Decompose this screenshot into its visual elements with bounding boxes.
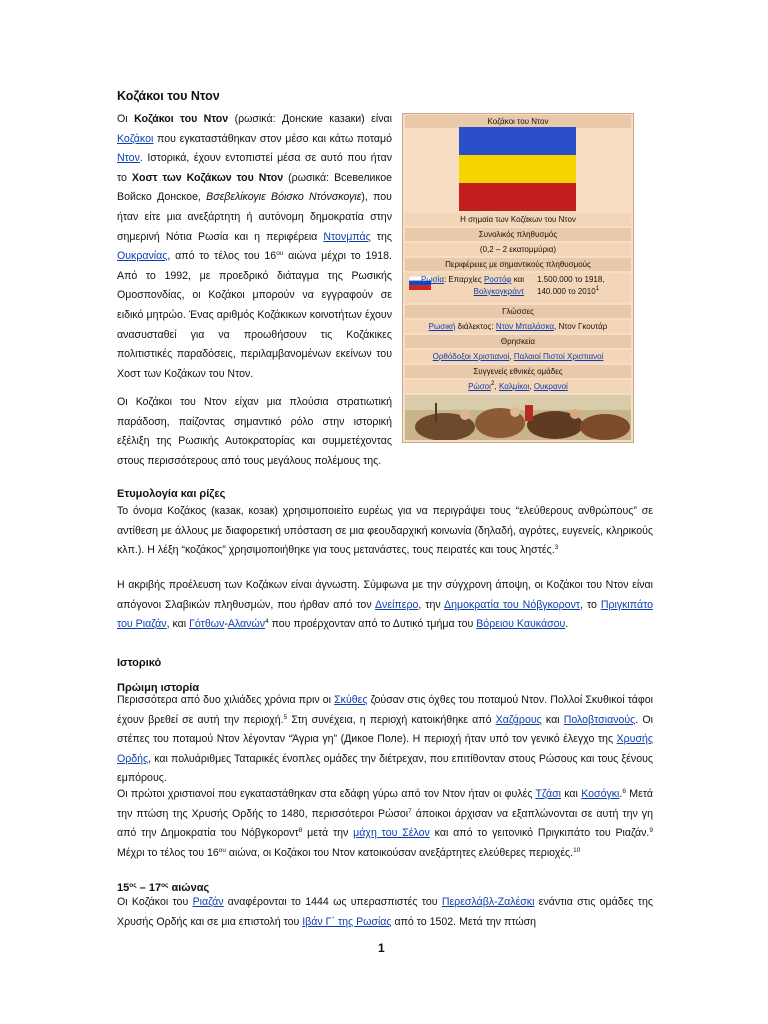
don-cossack-flag (459, 127, 576, 211)
text-run: Βσεβελίκογιε Βόισκο Ντόνσκογιε (206, 191, 362, 204)
early-history-paragraph-2 (117, 785, 653, 863)
inline-link[interactable]: Ντονμπάς (323, 230, 371, 243)
text-run: άποικοι άρχισαν να εξαπλώνονται σε αυτή την γη από την Δημοκρατία του Νόβγκοροντ (117, 807, 653, 840)
superscript: ου (276, 250, 284, 258)
inline-link[interactable]: Καλμίκοι (498, 382, 530, 391)
text-run: ), που ήταν είτε μια ανεξάρτητη ή αυτόνομη δημοκρατία στην σημερινή Νότια Ρωσία και η περιφέρεια (117, 191, 392, 243)
superscript: 9 (649, 827, 653, 835)
inline-link[interactable]: Βολγκογκράντ (473, 287, 524, 296)
superscript: ος (161, 882, 169, 889)
text-run: της (370, 230, 392, 243)
inline-link[interactable]: Δημοκρατία του Νόβγκοροντ (444, 598, 581, 611)
inline-link[interactable]: Ορθόδοξοι Χριστιανοί (432, 352, 510, 361)
text-run: αναφέρονται το 1444 ως υπερασπιστές του (223, 896, 442, 908)
text-run: . (565, 618, 569, 631)
text-run: Περισσότερα από δυο χιλιάδες χρόνια πριν οι (117, 694, 335, 706)
text-run: και (541, 713, 564, 726)
text-run: και (511, 275, 524, 284)
regions-row (405, 273, 631, 303)
etymology-heading: Ετυμολογία και ρίζες (117, 488, 226, 500)
text-run: και (560, 788, 582, 800)
page-title: Κοζάκοι του Ντον (117, 89, 220, 103)
text-run: - (224, 618, 228, 631)
inline-link[interactable]: Παλαιοί Πιστοί Χριστιανοί (513, 352, 604, 361)
inline-link[interactable]: Σκύθες (334, 694, 368, 706)
population-value: (0,2 – 2 εκατομμύρια) (405, 243, 631, 256)
inline-link[interactable]: Ιβάν Γ΄ της Ρωσίας (302, 915, 392, 928)
inline-link[interactable]: Πριγκιπάτο του Ριαζάν (117, 598, 653, 631)
superscript: 6 (622, 788, 626, 795)
intro-paragraph-2 (117, 393, 392, 471)
inline-link[interactable]: Κοζάκοι (117, 132, 154, 145)
inline-link[interactable]: Βόρειου Καυκάσου (476, 618, 566, 631)
text-run: αιώνας (168, 882, 210, 894)
text-run: από το 1502. Μετά την πτώση (391, 915, 537, 928)
text-run: και από το γειτονικό Πριγκιπάτο του Ριαζάν. (429, 827, 650, 840)
inline-link[interactable]: Γότθων (189, 618, 225, 631)
region-right-1: 1.500.000 το 1918, (537, 275, 605, 284)
text-run: αιώνα μέχρι το 1918. Από το 1992, με προεδρικό διάταγμα της Ρωσικής Ομοσπονδίας, οι Κοζάκοι μπορούν να εγγραφούν σε ειδικό μητρώο. Ένας αριθμός Κοζάκικων κοινοτήτων έχουν ανασυσταθεί για να προωθήσουν τις Κοζάκικες πολιτιστικές παραδόσεις, περιλαμβανομένων εκείνων του Χοστ των Κοζάκων του Ντον. (117, 250, 392, 380)
superscript: 5 (283, 713, 288, 721)
text-run: ζούσαν στις όχθες του ποταμού Ντον. Πολλοί Σκυθικοί τάφοι έχουν βρεθεί σε αυτή την περιοχή. (117, 694, 653, 726)
text-run: , (509, 352, 514, 361)
text-run: , και πολυάριθμες Ταταρικές ένοπλες ομάδες την διέτρεχαν, που επιτίθονταν στους Ρώσους και τους ξένους εμπόρους. (117, 752, 653, 785)
inline-link[interactable]: Χρυσής Ορδής (117, 733, 653, 765)
early-history-heading: Πρώιμη ιστορία (117, 682, 200, 694)
inline-link[interactable]: Ουκρανοί (533, 382, 568, 391)
text-run: που εγκαταστάθηκαν στον μέσο και κάτω ποταμό (153, 132, 392, 145)
inline-link[interactable]: Πολοβτσιανούς (563, 713, 636, 726)
text-run: Οι (117, 113, 135, 125)
text-run: 15 (117, 882, 130, 894)
superscript: ου (218, 846, 226, 854)
inline-link[interactable]: Χαζάρους (495, 713, 542, 726)
languages-value (405, 320, 631, 333)
region-right (537, 274, 632, 298)
text-run: Η ακριβής προέλευση των Κοζάκων είναι άγνωστη. Σύμφωνα με την σύγχρονη άποψη, οι Κοζάκοι του Ντον είναι απόγονοι Σλαβικών πληθυσμών, που ήρθαν από τον (117, 579, 653, 611)
inline-link[interactable]: Αλανών (227, 618, 266, 631)
inline-link[interactable]: Ντον Μπαλάσκα (495, 322, 555, 331)
inline-link[interactable]: Ρωσική (428, 322, 456, 331)
region-left (411, 274, 524, 298)
text-run: Χοστ των Κοζάκων του Ντον (131, 171, 284, 184)
text-run: , και (166, 618, 190, 631)
text-run: Κοζάκοι του Ντον (134, 113, 229, 125)
superscript: ος (129, 882, 137, 889)
text-run: (ρωσικά: Всевеликое Войско Донское, (117, 171, 393, 204)
superscript: 4 (265, 618, 269, 626)
region-right-2 (537, 286, 632, 298)
etymology-paragraph-2 (117, 576, 653, 635)
text-run: , Ντον Γκουτάρ (554, 322, 608, 331)
inline-link[interactable]: Ντον (117, 152, 140, 165)
religion-header: Θρησκεία (405, 335, 631, 348)
text-run: 140.000 το 2010 (537, 287, 596, 296)
languages-header: Γλώσσες (405, 305, 631, 318)
inline-link[interactable]: Κοσόγκι (581, 788, 620, 800)
text-run: , (529, 382, 534, 391)
inline-link[interactable]: Ρωσία (421, 275, 444, 284)
text-run: . (619, 788, 623, 800)
superscript: 2 (490, 380, 495, 387)
text-run: – 17 (136, 882, 162, 894)
text-run: αιώνα, οι Κοζάκοι του Ντον κατοικούσαν ανεξάρτητες ελεύθερες περιοχές. (225, 846, 574, 859)
inline-link[interactable]: μάχη του Σέλον (353, 827, 430, 840)
superscript: 8 (298, 827, 303, 835)
inline-link[interactable]: Περεσλάβλ-Ζαλέσκι (441, 896, 535, 908)
text-run: . Ιστορικά, έχουν εντοπιστεί μέσα σε αυτό που ήταν το (117, 152, 392, 184)
inline-link[interactable]: Τζάσι (535, 788, 561, 800)
inline-link[interactable]: Δνείπερο (374, 598, 419, 611)
text-run: , την (418, 598, 444, 611)
text-run: (ρωσικά: Донские казаки) είναι (228, 113, 393, 125)
history-heading: Ιστορικό (117, 657, 162, 669)
text-run: που προέρχονταν από το Δυτικό τμήμα του (268, 618, 477, 631)
early-history-paragraph-1 (117, 691, 653, 789)
flag-stripe-red (459, 183, 576, 211)
text-run: μετά την (302, 827, 354, 840)
flag-caption: Η σημαία των Κοζάκων του Ντον (405, 213, 631, 226)
century-paragraph-1 (117, 893, 653, 932)
infobox-title: Κοζάκοι του Ντον (405, 115, 631, 128)
superscript: 10 (573, 846, 581, 854)
superscript: 3 (554, 544, 559, 552)
religion-value (405, 350, 631, 363)
etymology-paragraph-1 (117, 502, 653, 561)
text-run: Μετά την πτώση της Χρυσής Ορδής το 1480, περισσότεροι Ρώσοι (117, 788, 653, 820)
text-run: , (494, 382, 499, 391)
text-run: , το (580, 598, 601, 611)
superscript: 1 (595, 285, 600, 292)
cossacks-painting (405, 395, 631, 440)
inline-link[interactable]: Ρώσοι (468, 382, 491, 391)
inline-link[interactable]: Ριαζάν (192, 896, 224, 908)
text-run: : Επαρχίες (443, 275, 484, 284)
infobox (402, 113, 634, 443)
text-run: . Οι στέπες του ποταμού Ντον λέγονταν “Άγρια γη” (Дикое Поле). Η περιοχή ήταν υπό τον γενικό έλεγχο της (117, 713, 653, 746)
population-header: Συνολικός πληθυσμός (405, 228, 631, 241)
text-run: , από το τέλος του 16 (167, 250, 277, 263)
regions-header: Περιφέρειες με σημαντικούς πληθυσμούς (405, 258, 631, 271)
text-run: Οι Κοζάκοι του Ντον είχαν μια πλούσια στρατιωτική παράδοση, παίζοντας σημαντικό ρόλο στην ιστορική εξέλιξη της Ρωσικής Αυτοκρατορίας και συμμετέχοντας στους περισσότερους από τους μεγάλους πολέμους της. (117, 396, 392, 467)
related-groups-header: Συγγενείς εθνικές ομάδες (405, 365, 631, 378)
page-number: 1 (378, 941, 385, 955)
text-run: Μέχρι το τέλος του 16 (117, 846, 219, 859)
related-groups-value (405, 380, 631, 393)
text-run: διάλεκτος: (455, 322, 496, 331)
text-run: Στη συνέχεια, η περιοχή κατοικήθηκε από (287, 713, 496, 726)
flag-stripe-blue (459, 127, 576, 155)
text-run: Οι Κοζάκοι του (117, 896, 193, 908)
flag-stripe-yellow (459, 155, 576, 183)
inline-link[interactable]: Ροστόφ (483, 275, 512, 284)
text-run: Οι πρώτοι χριστιανοί που εγκαταστάθηκαν στα εδάφη γύρω από τον Ντον ήταν οι φυλές (117, 788, 536, 800)
inline-link[interactable]: Ουκρανίας (117, 250, 168, 263)
text-run: Το όνομα Κοζάκος (казак, козак) χρησιμοποιείτο ευρέως για να περιγράψει τους “ελεύθερους ανθρώπους” σε αντίθεση με άλλους με διαφορετική υπόσταση σε μια φεουδαρχική κοινωνία (δηλαδή, αγρότες, ευγενείς, κληρικούς κλπ.). Η λέξη “κοζάκος” χρησιμοποιήθηκε για τους μετανάστες, τους πειρατές και τους ληστές. (117, 505, 653, 557)
text-run: ενάντια στις ομάδες της Χρυσής Ορδής και σε μια επιστολή του (117, 896, 653, 928)
intro-paragraph-1 (117, 110, 392, 384)
superscript: 7 (408, 807, 412, 815)
